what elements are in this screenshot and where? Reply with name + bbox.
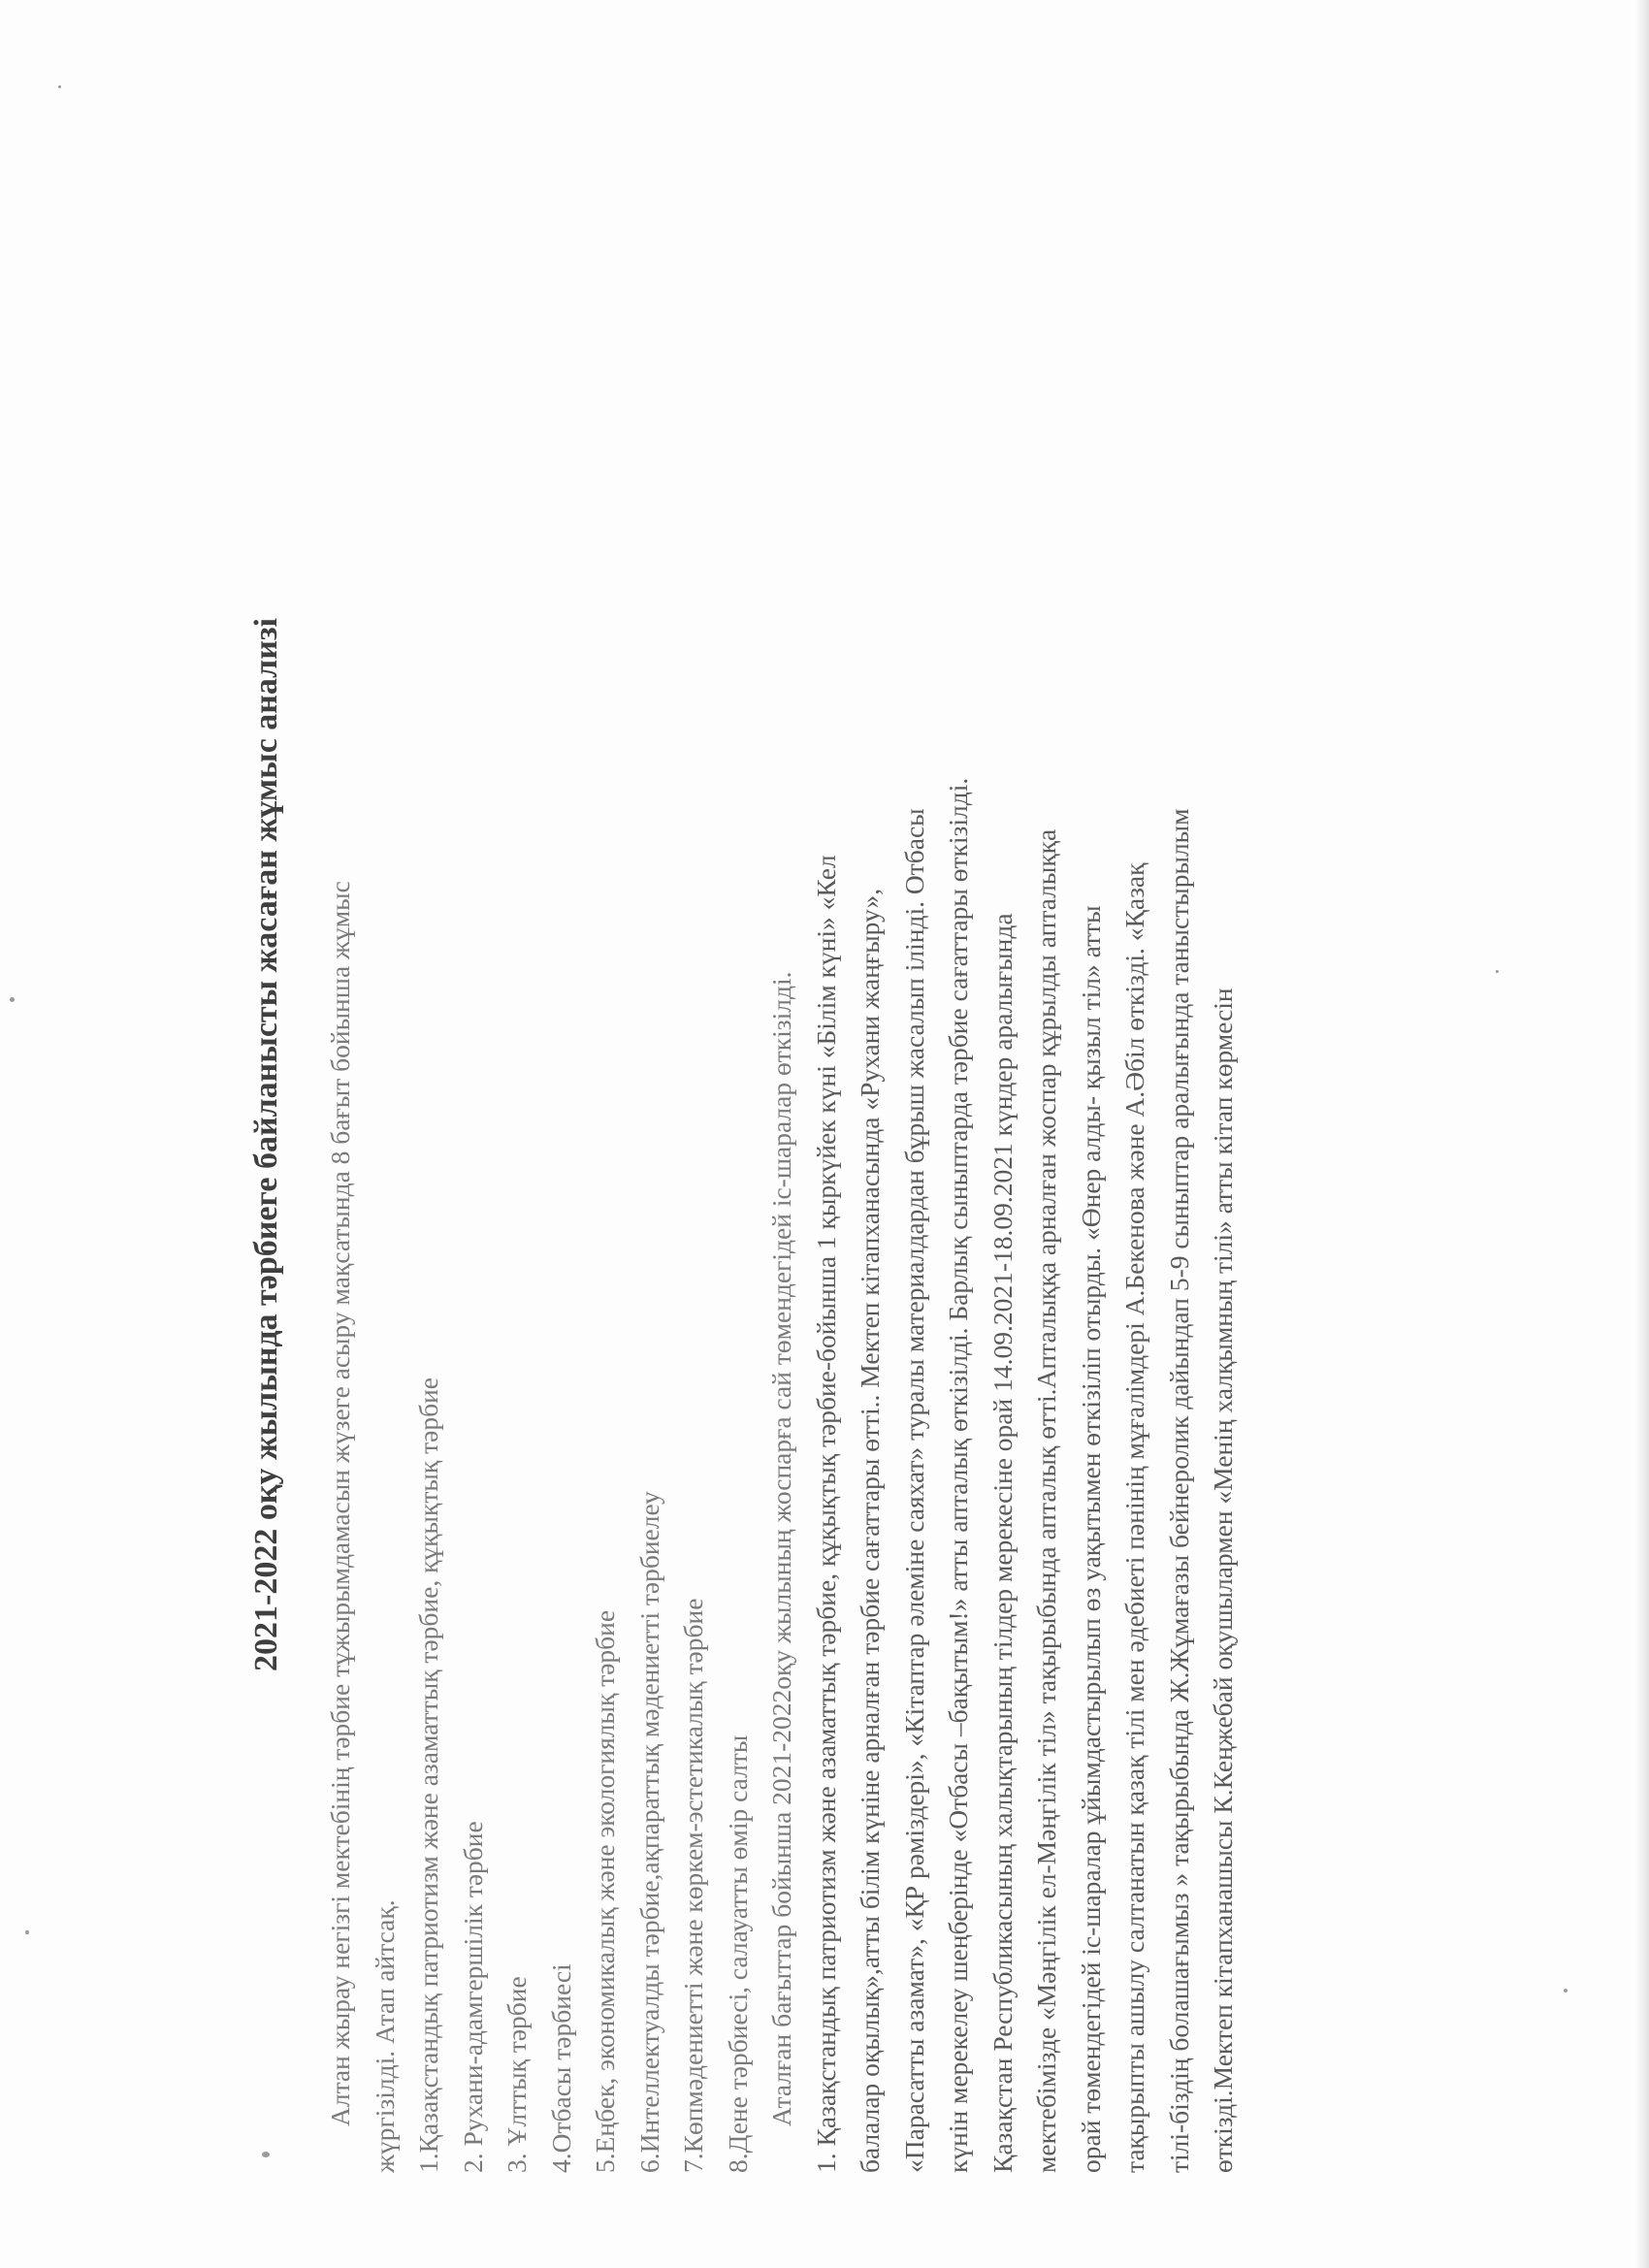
scan-speck — [25, 1930, 29, 1934]
direction-item: 5.Еңбек, экономикалық және экологиялық тәрбие — [590, 1609, 620, 2173]
direction-item: 6.Интеллектуалды тәрбие,ақпараттық мәдениетті тәрбиелеу — [633, 1491, 664, 2173]
document-title: 2021-2022 оқу жылында тәрбиеге байланысты жасаған жұмыс анализі — [248, 618, 284, 1671]
direction-item: 8.Дене тәрбиесі, салауатты өмір салты — [722, 1734, 753, 2173]
main-paragraph — [804, 175, 1245, 2173]
paragraph-line: мектебімізде «Мәңгілік ел-Мәңгілік тіл» тақырыбында апталық өтті.Апталыққа арналған жоспар құрылды апталыққа — [1031, 828, 1061, 2173]
scan-speck — [10, 997, 15, 1002]
rotated-document-body — [233, 175, 1397, 2173]
paragraph-line: балалар оқылық»,атты білім күніне арналған тәрбие сағаттары өтті.. Мектеп кітапханасында «Рухани жаңғыру», — [855, 888, 885, 2173]
intro-line: Алтан жырау негізгі мектебінің тәрбие тұжырымдамасын жүзеге асыру мақсатында 8 бағыт бойынша жұмыс — [325, 881, 355, 2126]
direction-item: 4.Отбасы тәрбиесі — [545, 1963, 576, 2173]
page-edge-shadow — [1635, 0, 1649, 2268]
paragraph-line: тілі-біздің болашағымыз » тақырыбында Ж.Жұмағазы бейнеролик дайындап 5-9 сыныптар аралығында таныстырылым — [1163, 808, 1194, 2173]
paragraph-line: 1. Қазақстандық патриотизм және азаматтық тәрбие, құқықтық тәрбие-бойынша 1 қыркүйек күні «Білім күні» «Кел — [810, 855, 841, 2173]
direction-item: 3. Ұлттық тәрбие — [501, 1976, 532, 2173]
scan-speck — [58, 85, 61, 88]
document-text — [301, 175, 1245, 2173]
scan-speck — [1564, 1989, 1568, 1993]
paragraph-line: тақырыпты ашылу салтанатын қазақ тілі мен әдебиеті пәнінің мұғалімдері А.Бекенова және А.Әбіл өткізді. «Қазақ — [1119, 862, 1149, 2173]
paragraph-line: күнін мерекелеу шеңберінде «Отбасы –бақытым!» атты апталық өткізілді. Барлық сыныптарда тәрбие сағаттары өткізілді. — [943, 777, 973, 2173]
paragraph-line: «Парасатты азамат», «ҚР рәміздері», «Кітаптар әлеміне саяхат» туралы материалдардан бұрыш жасалып ілінді. Отбасы — [898, 808, 929, 2173]
intro-line: жүргізілді. Атап айтсақ. — [369, 1899, 400, 2173]
direction-item: 7.Көпмәдениетті және көркем-эстетикалық тәрбие — [678, 1598, 708, 2173]
paragraph-line: Қазақстан Республикасының халықтарының тілдер мерекесіне орай 14.09.2021-18.09.2021 күндер аралығында — [986, 913, 1018, 2173]
scan-speck — [1496, 970, 1499, 973]
paragraph-line: өткізді.Мектеп кітапханашысы К.Кеңжебай оқушылармен «Менің халқымның тілі» атты кітап көрмесін — [1208, 988, 1238, 2173]
direction-item: 2. Рухани-адамгершілік тәрбие — [457, 1821, 488, 2173]
paragraph-line: орай төмендегідей іс-шаралар ұйымдастырылып өз уақытымен өткізіліп отырды. «Өнер алды- қызыл тіл» атты — [1075, 905, 1106, 2173]
summary-line: Аталған бағыттар бойынша 2021-2022оқу жылының жоспарға сай төмендегідей іс-шаралар өткізілді. — [766, 971, 796, 2126]
direction-item: 1.Қазақстандық патриотизм және азаматтық тәрбие, құқықтық тәрбие — [413, 1377, 443, 2173]
directions-list — [406, 175, 760, 2173]
